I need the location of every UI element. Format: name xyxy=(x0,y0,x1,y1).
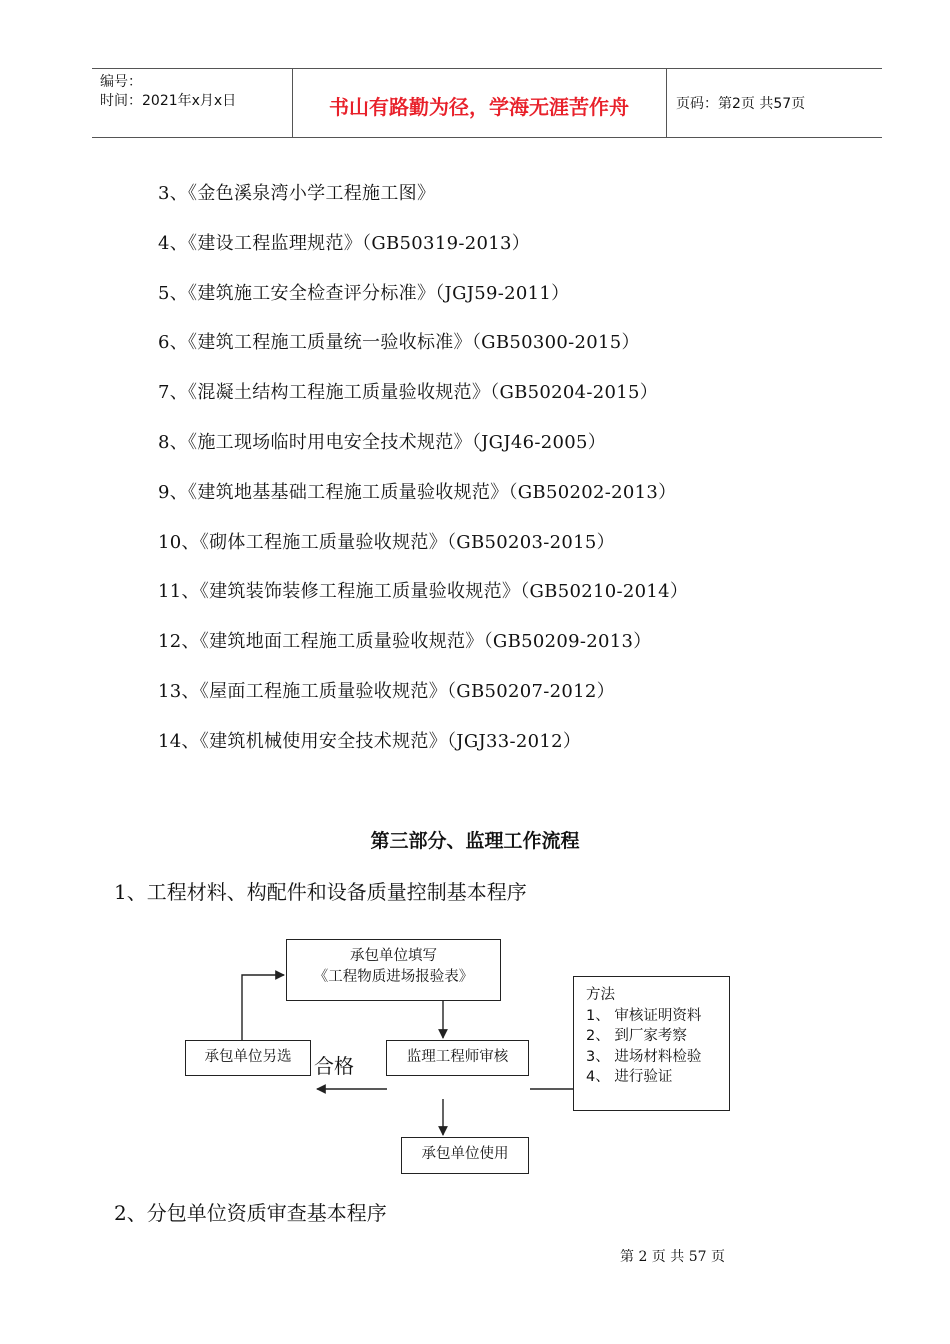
reference-item: 14、《建筑机械使用安全技术规范》（JGJ33-2012） xyxy=(158,730,582,752)
header-motto: 书山有路勤为径，学海无涯苦作舟 xyxy=(329,95,629,119)
reference-item: 5、《建筑施工安全检查评分标准》（JGJ59-2011） xyxy=(158,282,570,304)
reference-item: 7、《混凝土结构工程施工质量验收规范》（GB50204-2015） xyxy=(158,382,659,404)
time-label: 时间：2021年x月x日 xyxy=(100,93,237,109)
reference-item: 13、《屋面工程施工质量验收规范》（GB50207-2012） xyxy=(158,680,615,702)
reference-item: 10、《砌体工程施工质量验收规范》（GB50203-2015） xyxy=(158,531,615,553)
reference-item: 12、《建筑地面工程施工质量验收规范》（GB50209-2013） xyxy=(158,631,652,653)
methods-title: 方法 xyxy=(586,987,615,1003)
method-item: 1、 审核证明资料 xyxy=(586,1007,702,1024)
reference-item: 11、《建筑装饰装修工程施工质量验收规范》（GB50210-2014） xyxy=(158,581,689,603)
flow-box-use: 承包单位使用 xyxy=(401,1137,529,1174)
reference-item: 9、《建筑地基基础工程施工质量验收规范》（GB50202-2013） xyxy=(158,481,677,503)
reference-item: 4、《建设工程监理规范》（GB50319-2013） xyxy=(158,232,531,254)
method-item: 3、 进场材料检验 xyxy=(586,1048,702,1065)
page-footer: 第 2 页 共 57 页 xyxy=(620,1249,725,1265)
flow-box-methods xyxy=(573,976,730,1111)
subsection-title: 1、工程材料、构配件和设备质量控制基本程序 xyxy=(114,880,527,904)
section-title: 第三部分、监理工作流程 xyxy=(370,830,580,852)
reference-item: 3、《金色溪泉湾小学工程施工图》 xyxy=(158,183,436,204)
reference-item: 6、《建筑工程施工质量统一验收标准》（GB50300-2015） xyxy=(158,332,640,354)
flow-box-review: 监理工程师审核 xyxy=(386,1040,529,1076)
flow-box-alternate: 承包单位另选 xyxy=(185,1040,311,1076)
code-label: 编号： xyxy=(100,74,142,90)
method-item: 4、 进行验证 xyxy=(586,1069,673,1085)
flow-box-fill-form xyxy=(286,939,501,1001)
flow-text: 承包单位填写 xyxy=(350,948,437,964)
header-page-info: 页码：第2页 共57页 xyxy=(676,96,806,112)
flow-label-unqualified: 合格 xyxy=(314,1054,354,1078)
arrow-alternate-to-fill xyxy=(242,975,284,1040)
reference-item: 8、《施工现场临时用电安全技术规范》（JGJ46-2005） xyxy=(158,431,607,453)
flow-text: 《工程物质进场报验表》 xyxy=(313,969,474,985)
subsection-title: 2、分包单位资质审查基本程序 xyxy=(114,1201,387,1225)
method-item: 2、 到厂家考察 xyxy=(586,1028,687,1044)
